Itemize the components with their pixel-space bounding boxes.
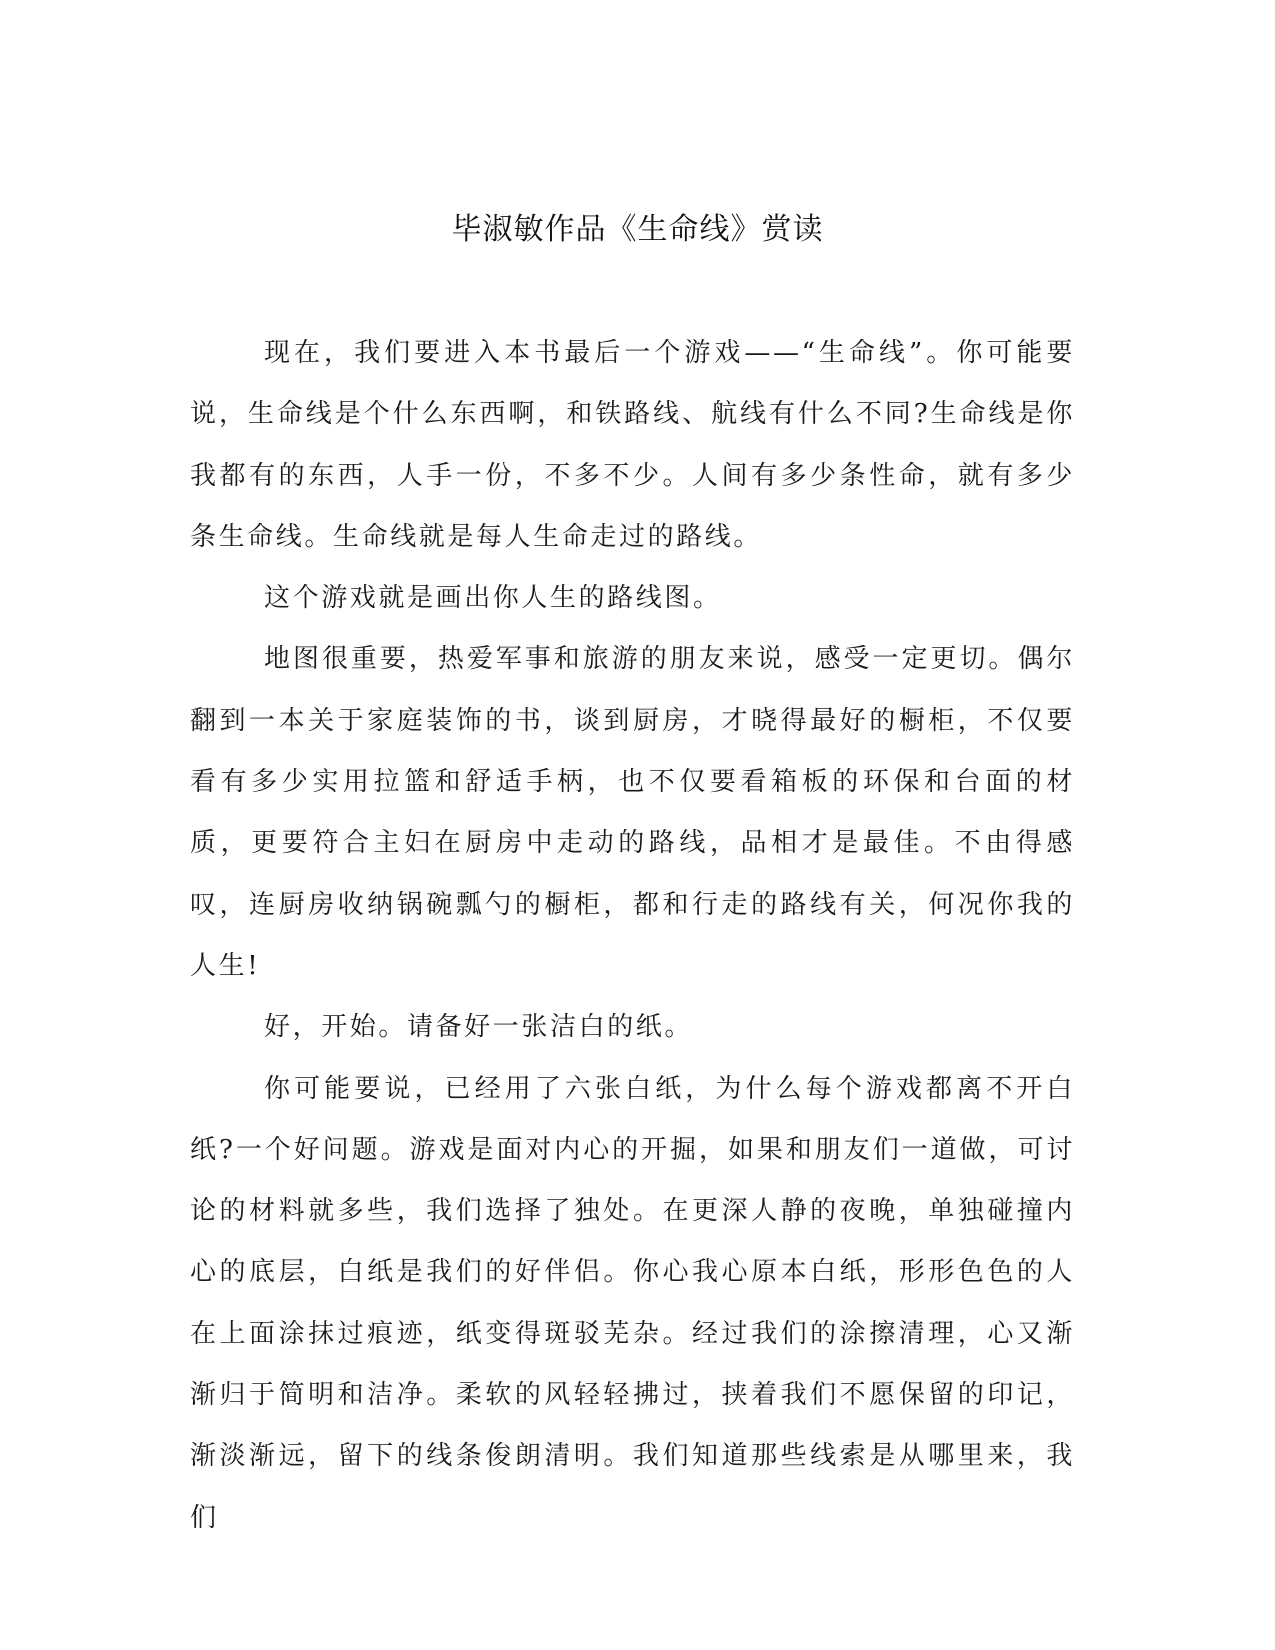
paragraph: 地图很重要，热爱军事和旅游的朋友来说，感受一定更切。偶尔翻到一本关于家庭装饰的书，谈到厨房，才晓得最好的橱柜，不仅要看有多少实用拉篮和舒适手柄，也不仅要看箱板的环保和台面的材质，更要符合主妇在厨房中走动的路线，品相才是最佳。不由得感叹，连厨房收纳锅碗瓢勺的橱柜，都和行走的路线有关，何况你我的人生! [190,644,1075,981]
document-title: 毕淑敏作品《生命线》赏读 [451,212,824,247]
paragraph: 现在，我们要进入本书最后一个游戏——“生命线”。你可能要说，生命线是个什么东西啊，和铁路线、航线有什么不同?生命线是你我都有的东西，人手一份，不多不少。人间有多少条性命，就有多少条生命线。生命线就是每人生命走过的路线。 [190,338,1075,552]
paragraph: 好，开始。请备好一张洁白的纸。 [264,1012,694,1043]
paragraph: 这个游戏就是画出你人生的路线图。 [264,583,722,614]
paragraph: 你可能要说，已经用了六张白纸，为什么每个游戏都离不开白纸?一个好问题。游戏是面对内心的开掘，如果和朋友们一道做，可讨论的材料就多些，我们选择了独处。在更深人静的夜晚，单独碰撞内心的底层，白纸是我们的好伴侣。你心我心原本白纸，形形色色的人在上面涂抹过痕迹，纸变得斑驳芜杂。经过我们的涂擦清理，心又渐渐归于简明和洁净。柔软的风轻轻拂过，挟着我们不愿保留的印记，渐淡渐远，留下的线条俊朗清明。我们知道那些线索是从哪里来，我们 [190,1073,1075,1533]
document-body [190,323,1075,1549]
